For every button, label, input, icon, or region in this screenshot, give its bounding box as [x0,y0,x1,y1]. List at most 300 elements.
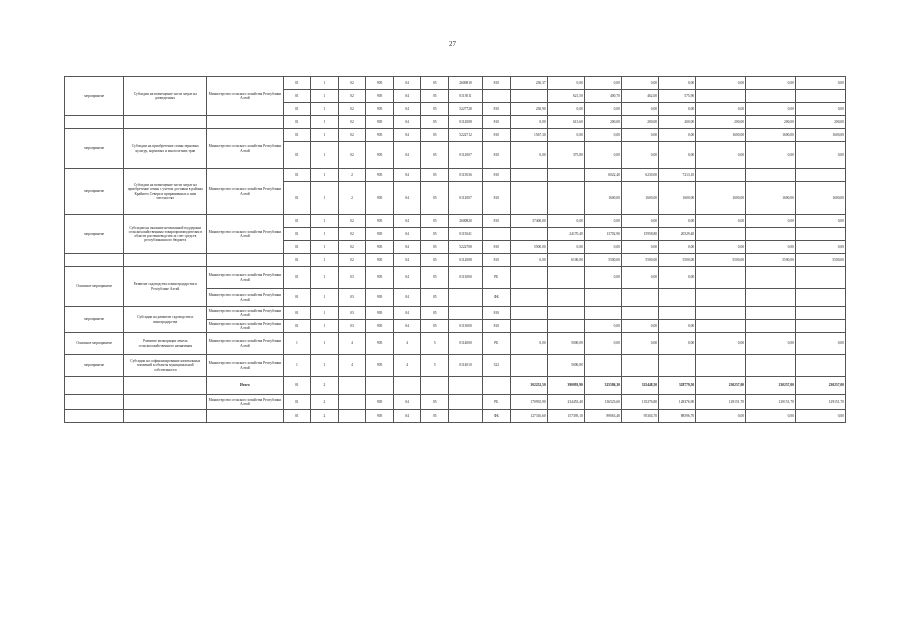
table-cell: 02 [338,241,366,254]
table-cell: 0,00 [659,241,696,254]
table-cell: 200,00 [795,116,845,129]
table-cell: 390093,90 [547,377,584,395]
table-cell [449,289,483,307]
table-cell: 1600,00 [746,182,796,215]
table-cell: 1 [311,254,339,267]
table-cell: 0112008 [449,116,483,129]
table-cell: 4 [393,333,421,355]
table-cell: 200,00 [696,116,746,129]
table-cell: 0,00 [696,410,746,423]
table-cell: 05 [421,410,449,423]
table-cell [547,267,584,289]
table-cell: 4 [393,355,421,377]
table-cell [483,377,511,395]
table-cell: Министерство сельского хозяйства Республики Алтай [207,289,283,307]
table-cell: 810 [483,241,511,254]
table-row [65,355,846,377]
table-cell: 1 [311,129,339,142]
table-cell: 135276,80 [621,395,658,410]
table-cell [696,169,746,182]
table-cell: 02 [338,116,366,129]
table-cell: 905 [366,116,394,129]
table-cell: 810 [483,129,511,142]
table-cell: 04 [393,129,421,142]
table-cell: 5500,00 [621,254,658,267]
table-cell: 01 [283,241,311,254]
table-cell: мероприятие [65,77,124,116]
table-cell: 1 [311,289,339,307]
table-cell [510,90,547,103]
table-row [65,410,846,423]
table-cell: 05 [421,142,449,169]
table-row [65,377,846,395]
table-row [65,169,846,182]
table-cell [696,320,746,333]
table-cell: 0,00 [621,333,658,355]
table-cell: 810 [483,182,511,215]
table-cell: 0,00 [659,103,696,116]
table-cell: 0,00 [547,129,584,142]
table-cell [584,307,621,320]
table-cell [124,116,207,129]
table-cell: 02 [338,254,366,267]
table-cell: 0,00 [659,267,696,289]
table-cell: 1 [311,77,339,90]
table-cell: 0,00 [547,103,584,116]
table-cell: 01 [283,77,311,90]
table-cell: 522 [483,355,511,377]
table-cell: 0114000 [449,333,483,355]
table-cell [621,355,658,377]
table-cell: Министерство сельского хозяйства Республики Алтай [207,169,283,215]
table-cell: 04 [393,307,421,320]
table-cell: 1 [283,333,311,355]
table-cell: 0,00 [547,77,584,90]
table-cell [659,289,696,307]
table-cell: 0,00 [746,215,796,228]
table-cell: 200,00 [746,116,796,129]
table-cell: 1 [311,320,339,333]
table-cell: 1600,00 [795,129,845,142]
table-cell: 04 [393,289,421,307]
table-cell: 05 [421,267,449,289]
table-cell: 1567,30 [510,129,547,142]
table-cell: 0,00 [584,320,621,333]
table-cell: 0,00 [696,77,746,90]
table-cell: ФБ [483,289,511,307]
table-cell [547,307,584,320]
table-cell [449,410,483,423]
table-cell [510,355,547,377]
table-cell: 0,00 [584,215,621,228]
table-cell: 613,60 [547,116,584,129]
table-cell: 1600,00 [584,182,621,215]
table-cell: 905 [366,129,394,142]
table-cell [510,182,547,215]
table-cell [510,228,547,241]
table-cell: 01 [283,90,311,103]
table-cell: 2 [338,182,366,215]
table-cell: 1 [311,182,339,215]
table-cell: 0,00 [659,142,696,169]
table-cell: 1 [311,116,339,129]
table-cell: 129151,70 [795,395,845,410]
table-cell: 1 [311,241,339,254]
table-cell: 0,00 [746,333,796,355]
table-cell: 810 [483,320,511,333]
table-row [65,395,846,410]
table-cell: 03 [338,307,366,320]
table-cell: 0,00 [510,116,547,129]
budget-table [64,76,846,423]
table-cell: 05 [421,116,449,129]
table-cell: 6230,00 [621,169,658,182]
table-cell: 05 [421,241,449,254]
table-cell [124,410,207,423]
table-cell: Субсидии на приобретение семян зерновых культур, кормовых и многолетних трав [124,129,207,169]
table-cell: 0,00 [696,215,746,228]
table-cell: 02 [338,90,366,103]
table-cell: 0115036 [449,169,483,182]
table-cell: 170935,90 [510,395,547,410]
table-cell [795,320,845,333]
table-cell [696,355,746,377]
table-cell: 0,00 [795,333,845,355]
table-cell [696,228,746,241]
table-row [65,77,846,90]
table-cell [696,90,746,103]
table-cell: 0,00 [584,77,621,90]
table-cell: 04 [393,241,421,254]
table-cell: 0,00 [795,103,845,116]
table-cell: 0,00 [621,267,658,289]
table-cell: 905 [366,333,394,355]
table-cell: 01 [283,215,311,228]
table-cell: 01 [283,129,311,142]
table-cell [338,395,366,410]
table-cell [124,254,207,267]
table-cell: 0112007 [449,182,483,215]
table-cell: 0112007 [449,142,483,169]
table-cell: 01 [283,377,311,395]
table-cell [510,320,547,333]
table-cell [393,377,421,395]
table-cell: 0,00 [659,320,696,333]
table-cell: 0,00 [696,142,746,169]
page-number: 27 [449,40,456,48]
table-cell [547,289,584,307]
table-cell: 0114010 [449,355,483,377]
table-cell: 905 [366,355,394,377]
table-cell: 05 [421,129,449,142]
table-cell: 1600,00 [746,129,796,142]
table-cell: 1 [311,142,339,169]
table-cell: 05 [421,289,449,307]
table-cell: 0,00 [584,129,621,142]
table-cell: 1 [311,355,339,377]
table-cell [795,289,845,307]
table-cell: Министерство сельского хозяйства Республики Алтай [207,355,283,377]
table-cell: 905 [366,254,394,267]
table-cell: 325448,50 [621,377,658,395]
table-cell: 810 [483,169,511,182]
table-cell: 03 [338,267,366,289]
table-cell: 5 [421,355,449,377]
table-cell: 905 [366,228,394,241]
table-cell: 1 [311,228,339,241]
table-cell [795,267,845,289]
table-cell: РБ [483,395,511,410]
table-cell: 05 [421,395,449,410]
table-cell [483,90,511,103]
table-cell: 905 [366,77,394,90]
table-cell [746,267,796,289]
table-cell: 0,00 [584,103,621,116]
table-cell [696,307,746,320]
table-cell [510,267,547,289]
table-cell: 5227728 [449,103,483,116]
table-cell: 6100,00 [547,254,584,267]
table-cell: 905 [366,215,394,228]
table-cell: 04 [393,228,421,241]
table-cell: 0,00 [795,142,845,169]
table-cell: Министерство сельского хозяйства Республики Алтай [207,129,283,169]
table-cell: 1 [311,90,339,103]
table-cell: 1600,00 [696,182,746,215]
table-cell: 1 [283,355,311,377]
table-cell: мероприятие [65,355,124,377]
table-cell: 24170,40 [547,228,584,241]
table-cell: 02 [338,215,366,228]
table-cell: 05 [421,307,449,320]
table-cell: 88596,70 [659,410,696,423]
table-cell: Итого [207,377,283,395]
table-cell: 400,70 [584,90,621,103]
table-cell: 905 [366,241,394,254]
table-cell: Министерство сельского хозяйства Республики Алтай [207,333,283,355]
table-cell [65,410,124,423]
table-cell: Министерство сельского хозяйства Республики Алтай [207,267,283,289]
table-cell: 0,00 [584,267,621,289]
table-cell: Развитие мелиорации земель сельскохозяйственного назначения [124,333,207,355]
table-cell: 0,00 [795,215,845,228]
table-cell: 01 [283,320,311,333]
table-cell: мероприятие [65,129,124,169]
table-cell: 05 [421,103,449,116]
table-cell: 0,00 [621,241,658,254]
table-cell [510,289,547,307]
table-cell [746,307,796,320]
table-cell: 2 [311,377,339,395]
table-cell: Министерство сельского хозяйства Республики Алтай [207,307,283,320]
table-cell: 0,00 [746,410,796,423]
table-cell [659,307,696,320]
table-cell: 302252,50 [510,377,547,395]
table-cell: 0,00 [659,333,696,355]
table-cell [65,395,124,410]
table-cell: 04 [393,90,421,103]
table-cell: 0,00 [547,215,584,228]
table-cell: 810 [483,142,511,169]
table-cell [795,355,845,377]
table-cell: 810 [483,307,511,320]
table-cell: 01 [283,395,311,410]
table-cell: 0,00 [746,103,796,116]
table-cell: 0,00 [696,103,746,116]
table-cell [207,254,283,267]
table-cell: 0,00 [621,103,658,116]
table-cell: 15958,80 [621,228,658,241]
table-row [65,333,846,355]
table-cell: 04 [393,103,421,116]
table-cell: 5222708 [449,241,483,254]
table-cell: 02 [338,129,366,142]
table-cell: 905 [366,169,394,182]
table-row [65,116,846,129]
table-cell: мероприятие [65,169,124,215]
table-cell: 5500,00 [659,254,696,267]
table-cell: 0,00 [659,77,696,90]
table-cell: 6022,40 [584,169,621,182]
table-cell: 04 [393,395,421,410]
table-cell: Основное мероприятие [65,267,124,307]
table-cell: 01 [283,254,311,267]
table-cell: 04 [393,410,421,423]
table-cell: 5 [421,333,449,355]
table-cell: 905 [366,267,394,289]
table-cell: 0,00 [621,215,658,228]
table-cell: мероприятие [65,307,124,333]
table-cell: 905 [366,182,394,215]
table-cell: 810 [483,116,511,129]
table-cell [696,267,746,289]
table-cell [65,377,124,395]
table-cell: 328779,50 [659,377,696,395]
table-cell: 462,00 [621,90,658,103]
table-cell: 0,00 [746,77,796,90]
table-cell: 5000,00 [547,333,584,355]
table-cell: 0,00 [621,320,658,333]
table-cell: 01 [283,307,311,320]
table-cell: 1 [311,333,339,355]
table-cell [746,320,796,333]
table-cell: 0113000 [449,320,483,333]
table-cell: 0,00 [621,77,658,90]
table-cell: 0,00 [746,142,796,169]
table-cell: 905 [366,103,394,116]
table-cell [584,289,621,307]
table-cell: 810 [483,77,511,90]
table-cell: 2 [311,395,339,410]
table-cell: 2600810 [449,77,483,90]
table-row [65,129,846,142]
table-cell [421,377,449,395]
table-cell [547,182,584,215]
table-cell: 04 [393,267,421,289]
table-cell: 810 [483,215,511,228]
table-cell: 01 [283,103,311,116]
table-row [65,307,846,320]
table-cell: Министерство сельского хозяйства Республики Алтай [207,395,283,410]
table-cell: 5500,00 [795,254,845,267]
table-cell: 905 [366,289,394,307]
table-cell: 230,90 [510,103,547,116]
table-row [65,267,846,289]
table-cell: 0,00 [696,241,746,254]
table-cell [124,395,207,410]
table-cell: 03 [338,320,366,333]
table-cell: 0,00 [584,333,621,355]
table-cell: 01 [283,267,311,289]
table-cell: 905 [366,90,394,103]
table-cell: 0,00 [795,77,845,90]
table-cell: 1600,00 [795,182,845,215]
table-cell: 0112008 [449,254,483,267]
table-cell [510,169,547,182]
table-cell: Субсидии на софинансирование капитальных вложений в объекты муниципальной собственности [124,355,207,377]
table-cell: 2 [311,410,339,423]
budget-table-body [65,77,846,423]
table-cell: 0,00 [659,129,696,142]
table-cell [338,377,366,395]
table-cell [510,307,547,320]
table-cell: Субсидии на возмещение части затрат на разведочных [124,77,207,116]
table-cell: 05 [421,182,449,215]
table-cell: 129151,70 [746,395,796,410]
table-cell [696,289,746,307]
table-cell: 04 [393,254,421,267]
table-cell: 02 [338,77,366,90]
table-cell: 20529,40 [659,228,696,241]
table-cell [621,307,658,320]
table-cell: 04 [393,169,421,182]
table-cell: 128376,90 [659,395,696,410]
table-cell [584,355,621,377]
table-cell: 01 [283,182,311,215]
table-cell: 01 [283,410,311,423]
table-cell: 0,00 [659,215,696,228]
table-cell: 04 [393,116,421,129]
table-cell: 905 [366,142,394,169]
table-cell: 0115011 [449,90,483,103]
table-cell [746,169,796,182]
table-cell: 0,00 [621,129,658,142]
table-cell: 05 [421,77,449,90]
table-cell [547,320,584,333]
table-cell: 905 [366,307,394,320]
table-cell [338,410,366,423]
table-row [65,254,846,267]
table-cell: 5222712 [449,129,483,142]
table-cell [449,307,483,320]
table-cell: 37400,00 [510,215,547,228]
table-cell: 0115041 [449,228,483,241]
table-cell: 230257,00 [746,377,796,395]
table-cell: 0113000 [449,267,483,289]
table-cell [795,307,845,320]
table-cell: 1600,00 [659,182,696,215]
table-cell: Основное мероприятие [65,333,124,355]
table-cell: 5500,00 [746,254,796,267]
table-cell [795,169,845,182]
table-cell: 0,00 [510,254,547,267]
table-cell: Министерство сельского хозяйства Республики Алтай [207,215,283,254]
table-cell: 375,80 [547,142,584,169]
table-cell: 575,90 [659,90,696,103]
table-cell: 0,00 [795,410,845,423]
table-cell [449,377,483,395]
table-cell [621,289,658,307]
